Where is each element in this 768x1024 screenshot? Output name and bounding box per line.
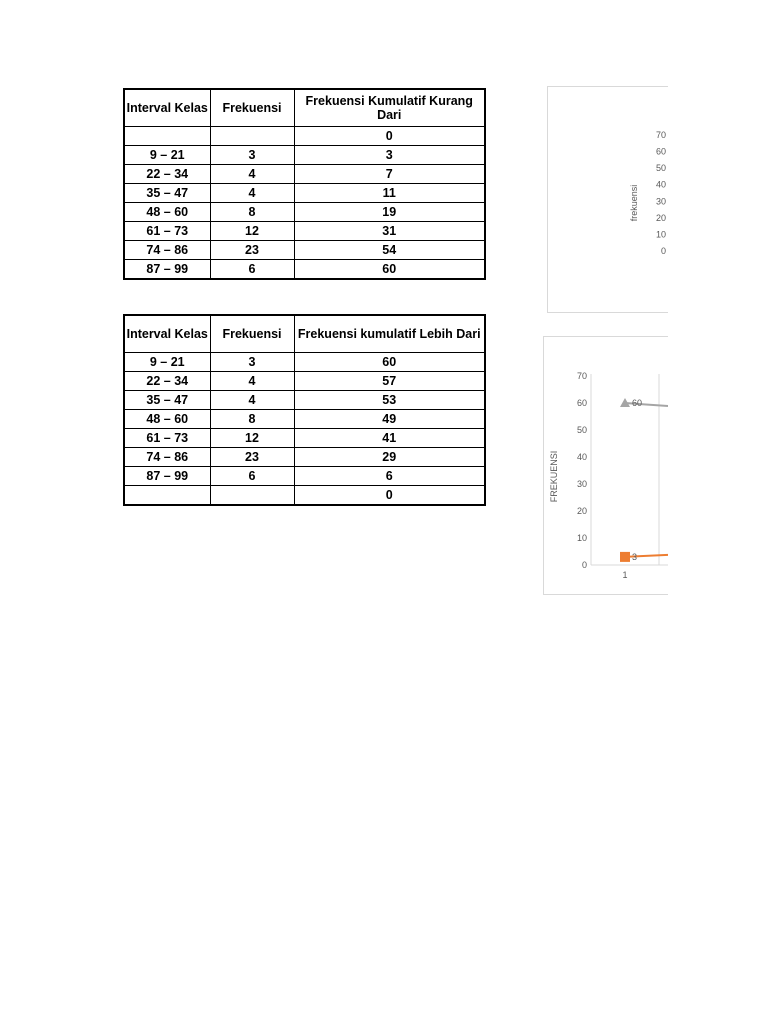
y-tick-label: 40 — [576, 452, 587, 462]
cell-kumulatif: 7 — [294, 165, 485, 184]
cell-interval: 61 – 73 — [124, 429, 210, 448]
cell-frekuensi: 4 — [210, 165, 294, 184]
table-row — [124, 260, 485, 280]
ogive-more-than-chart — [543, 336, 668, 595]
data-point-square — [620, 552, 630, 562]
table-row — [124, 146, 485, 165]
cell-kumulatif: 31 — [294, 222, 485, 241]
ogive-less-than-chart — [547, 86, 668, 313]
cell-interval: 74 – 86 — [124, 448, 210, 467]
cell-kumulatif: 0 — [294, 486, 485, 506]
table-row — [124, 467, 485, 486]
cell-interval: 9 – 21 — [124, 353, 210, 372]
x-tick-label: 1 — [622, 570, 628, 580]
y-tick-label: 50 — [576, 425, 587, 435]
table-row — [124, 203, 485, 222]
y-tick-label: 70 — [655, 130, 666, 140]
cell-frekuensi: 3 — [210, 353, 294, 372]
cell-interval: 35 – 47 — [124, 184, 210, 203]
table-row — [124, 353, 485, 372]
cell-interval — [124, 486, 210, 506]
cell-frekuensi: 8 — [210, 410, 294, 429]
data-label: 60 — [632, 398, 643, 408]
cell-kumulatif: 11 — [294, 184, 485, 203]
table-row — [124, 429, 485, 448]
cell-kumulatif: 19 — [294, 203, 485, 222]
cell-interval: 61 – 73 — [124, 222, 210, 241]
header-frekuensi: Frekuensi — [210, 89, 294, 127]
cell-interval: 22 – 34 — [124, 372, 210, 391]
header-kumulatif: Frekuensi Kumulatif Kurang Dari — [294, 89, 485, 127]
cell-interval: 48 – 60 — [124, 203, 210, 222]
cell-kumulatif: 60 — [294, 260, 485, 280]
y-tick-label: 0 — [581, 560, 587, 570]
cell-frekuensi: 23 — [210, 448, 294, 467]
header-interval: Interval Kelas — [124, 315, 210, 353]
y-tick-label: 50 — [655, 163, 666, 174]
cell-kumulatif: 3 — [294, 146, 485, 165]
cell-frekuensi: 3 — [210, 146, 294, 165]
cell-kumulatif: 49 — [294, 410, 485, 429]
cell-kumulatif: 6 — [294, 467, 485, 486]
table-row — [124, 241, 485, 260]
cumulative-less-than-table — [123, 88, 486, 280]
cell-kumulatif: 29 — [294, 448, 485, 467]
cell-frekuensi: 23 — [210, 241, 294, 260]
y-tick-label: 60 — [576, 398, 587, 408]
chart-svg — [548, 87, 668, 312]
cell-frekuensi: 4 — [210, 372, 294, 391]
y-tick-label: 70 — [576, 371, 587, 381]
y-tick-label: 30 — [655, 196, 666, 207]
cell-frekuensi — [210, 486, 294, 506]
cumulative-more-than-table — [123, 314, 486, 506]
y-tick-label: 0 — [660, 246, 666, 256]
cell-kumulatif: 54 — [294, 241, 485, 260]
cell-interval — [124, 127, 210, 146]
cell-frekuensi: 8 — [210, 203, 294, 222]
cell-interval: 74 – 86 — [124, 241, 210, 260]
cell-kumulatif: 0 — [294, 127, 485, 146]
cell-frekuensi: 6 — [210, 467, 294, 486]
table-row — [124, 165, 485, 184]
cell-kumulatif: 53 — [294, 391, 485, 410]
header-interval: Interval Kelas — [124, 89, 210, 127]
y-tick-label: 10 — [576, 533, 587, 543]
table-row — [124, 184, 485, 203]
cell-interval: 22 – 34 — [124, 165, 210, 184]
table-row — [124, 448, 485, 467]
y-tick-label: 10 — [655, 229, 666, 240]
cell-interval: 48 – 60 — [124, 410, 210, 429]
table-row — [124, 127, 485, 146]
cell-interval: 9 – 21 — [124, 146, 210, 165]
table-header-row — [124, 89, 485, 127]
cell-interval: 87 – 99 — [124, 467, 210, 486]
y-tick-label: 40 — [655, 179, 666, 190]
cell-kumulatif: 57 — [294, 372, 485, 391]
header-frekuensi: Frekuensi — [210, 315, 294, 353]
cell-frekuensi: 4 — [210, 391, 294, 410]
cell-kumulatif: 41 — [294, 429, 485, 448]
y-axis-title: FREKUENSI — [549, 450, 559, 503]
table-row — [124, 410, 485, 429]
cell-frekuensi — [210, 127, 294, 146]
y-tick-label: 20 — [576, 506, 587, 516]
cell-frekuensi: 6 — [210, 260, 294, 280]
chart-svg — [544, 337, 668, 594]
cell-interval: 35 – 47 — [124, 391, 210, 410]
y-tick-label: 20 — [655, 212, 666, 223]
table-row — [124, 372, 485, 391]
y-axis-title: frekuensi — [629, 184, 639, 222]
y-tick-label: 60 — [655, 146, 666, 157]
header-kumulatif: Frekuensi kumulatif Lebih Dari — [294, 315, 485, 353]
cell-frekuensi: 4 — [210, 184, 294, 203]
cell-kumulatif: 60 — [294, 353, 485, 372]
cell-frekuensi: 12 — [210, 222, 294, 241]
cell-interval: 87 – 99 — [124, 260, 210, 280]
table-row — [124, 222, 485, 241]
table-row — [124, 391, 485, 410]
cell-frekuensi: 12 — [210, 429, 294, 448]
table-header-row — [124, 315, 485, 353]
table-row — [124, 486, 485, 506]
data-label: 3 — [632, 551, 638, 562]
y-tick-label: 30 — [576, 479, 587, 489]
